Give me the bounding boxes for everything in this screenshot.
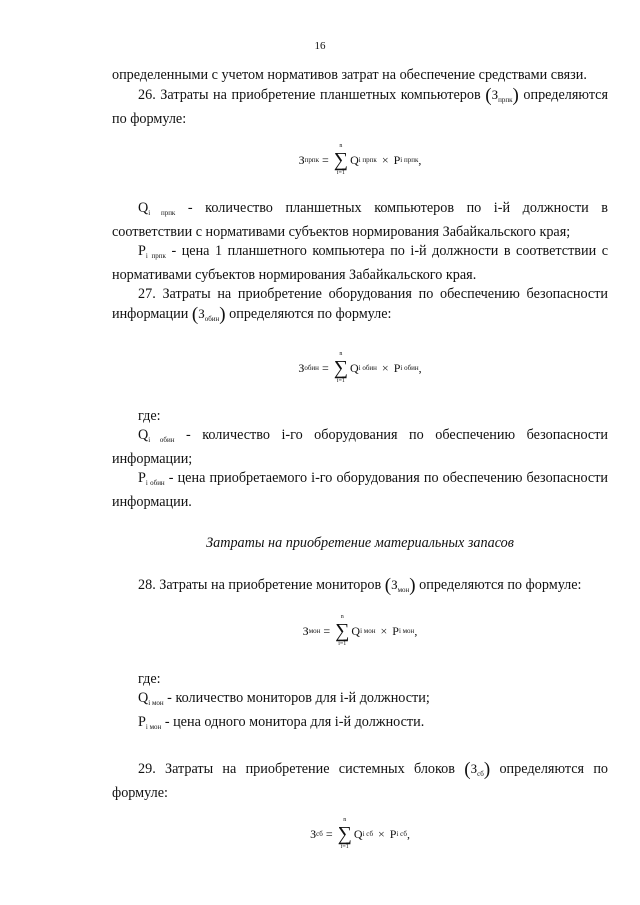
formula-28: З мон = n ∑ i=1 Q i мон × P i мон ,	[302, 614, 418, 647]
definition-27-q: $Q_{i обин}$ - количество i-го оборудования по обеспечению безопасности информации;	[112, 427, 609, 467]
paragraph-26-symbol-sub: прпк	[498, 96, 513, 104]
where-label-27: где:	[138, 408, 161, 424]
sum-symbol: n ∑ i=1	[335, 614, 350, 647]
paragraph-26-lead: 26. Затраты на приобретение планшетных компьютеров	[138, 87, 481, 103]
intro-paragraph: определенными с учетом нормативов затрат на обеспечение средствами связи.	[112, 67, 587, 83]
definition-27-p: $P_{i обин}$ - цена приобретаемого i-го оборудования по обеспечению безопасности информации.	[112, 470, 608, 510]
sum-symbol: n ∑ i=1	[333, 351, 348, 384]
where-label-28: где:	[138, 671, 161, 687]
sum-symbol: n ∑ i=1	[337, 817, 352, 850]
formula-29: З сб = n ∑ i=1 Q i сб × P i сб ,	[310, 817, 410, 850]
formula-27: З обин = n ∑ i=1 Q i обин × P i обин ,	[298, 351, 422, 384]
paragraph-26-symbol: З	[491, 87, 499, 102]
page-number: 16	[314, 40, 326, 52]
definition-26-p: $P_{i прпк}$ - цена 1 планшетного компьютера по i-й должности в соответствии с нормативами субъектов нормирования Забайкальского края.	[112, 243, 609, 283]
paragraph-26: 26. Затраты на приобретение планшетных компьютеров $(З_{прпк})$ определяются по формуле:	[112, 85, 609, 127]
document-body	[112, 66, 608, 851]
formula-26: З прпк = n ∑ i=1 Q i прпк × P i прпк ,	[298, 143, 422, 176]
definition-28-p: $P_{i мон}$ - цена одного монитора для i-й должности.	[138, 714, 425, 731]
definition-26-q: $Q_{i прпк}$ - количество планшетных компьютеров по i-й должности в соответствии с нормативами субъектов нормирования Забайкальского края;	[112, 200, 608, 240]
paragraph-28: 28. Затраты на приобретение мониторов $(З_{мон})$ определяются по формуле:	[138, 575, 582, 596]
definition-28-q: $Q_{i мон}$ - количество мониторов для i-й должности;	[138, 690, 430, 707]
section-heading: Затраты на приобретение материальных запасов	[206, 535, 514, 551]
paragraph-27: 27. Затраты на приобретение оборудования по обеспечению безопасности информации $(З_{обин})$ определяются по формуле:	[112, 286, 608, 325]
paragraph-26-tail: определяются по формуле:	[112, 87, 609, 127]
paragraph-29: 29. Затраты на приобретение системных блоков $(З_{сб})$ определяются по формуле:	[112, 759, 609, 801]
sum-symbol: n ∑ i=1	[333, 143, 349, 176]
